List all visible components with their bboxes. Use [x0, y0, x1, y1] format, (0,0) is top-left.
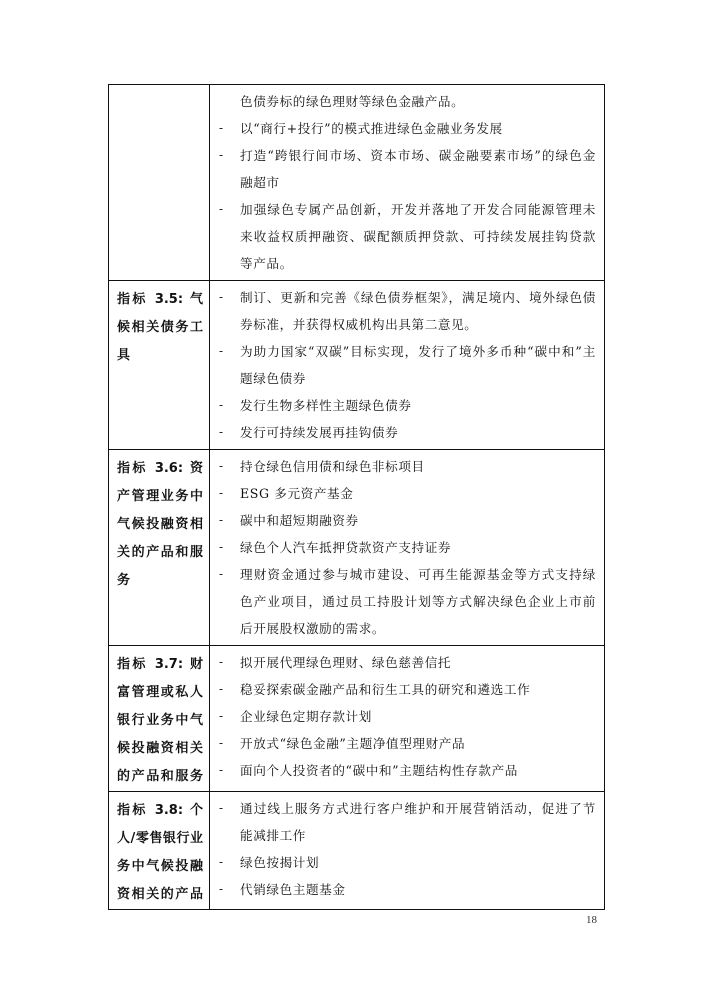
item-text: 以“商行+投行”的模式推进绿色金融业务发展	[240, 121, 503, 136]
list-item	[210, 676, 604, 703]
list-item	[210, 88, 604, 115]
bullet-dash: -	[219, 513, 224, 527]
item-text: 持仓绿色信用债和绿色非标项目	[240, 459, 425, 474]
list-item	[210, 561, 604, 642]
item-text: 面向个人投资者的“碳中和”主题结构性存款产品	[240, 763, 518, 778]
bullet-dash: -	[219, 736, 224, 750]
list-item	[210, 338, 604, 392]
bullet-dash: -	[219, 567, 224, 581]
item-text: 绿色个人汽车抵押贷款资产支持证券	[240, 540, 452, 555]
list-item	[210, 115, 604, 142]
indicator-table	[108, 84, 605, 910]
indicator-items	[210, 281, 605, 449]
list-item	[210, 284, 604, 338]
bullet-dash: -	[219, 882, 224, 896]
list-item	[210, 703, 604, 730]
list-item	[210, 795, 604, 849]
list-item	[210, 757, 604, 784]
bullet-dash: -	[219, 121, 224, 135]
bullet-dash: -	[219, 486, 224, 500]
list-item	[210, 876, 604, 903]
table-row	[109, 450, 605, 646]
bullet-dash: -	[219, 398, 224, 412]
indicator-items	[210, 85, 605, 280]
list-item	[210, 730, 604, 757]
indicator-label: 指标 3.8: 个人/零售银行业务中气候投融资相关的产品	[109, 792, 210, 909]
item-text: 代销绿色主题基金	[240, 882, 346, 897]
item-text: 打造“跨银行间市场、资本市场、碳金融要素市场”的绿色金融超市	[240, 148, 596, 190]
item-text: 开放式“绿色金融”主题净值型理财产品	[240, 736, 466, 751]
bullet-dash: -	[219, 148, 224, 162]
list-item	[210, 649, 604, 676]
bullet-dash: -	[219, 202, 224, 216]
bullet-dash: -	[219, 425, 224, 439]
indicator-items	[210, 792, 605, 909]
list-item	[210, 453, 604, 480]
bullet-dash: -	[219, 763, 224, 777]
table-row	[109, 646, 605, 792]
list-item	[210, 196, 604, 277]
list-item	[210, 849, 604, 876]
bullet-dash	[210, 88, 240, 115]
item-text: ESG 多元资产基金	[240, 486, 354, 501]
bullet-dash: -	[219, 344, 224, 358]
list-item	[210, 534, 604, 561]
bullet-dash: -	[219, 459, 224, 473]
item-text: 色债券标的绿色理财等绿色金融产品。	[240, 94, 465, 109]
item-text: 发行可持续发展再挂钩债券	[240, 425, 399, 440]
indicator-label: 指标 3.6: 资产管理业务中气候投融资相关的产品和服务	[109, 450, 210, 645]
table-row	[109, 85, 605, 281]
item-text: 稳妥探索碳金融产品和衍生工具的研究和遴选工作	[240, 682, 531, 697]
indicator-items	[210, 450, 605, 645]
list-item	[210, 480, 604, 507]
list-item	[210, 142, 604, 196]
item-text: 为助力国家“双碳”目标实现，发行了境外多币种“碳中和”主题绿色债券	[240, 344, 596, 386]
list-item	[210, 419, 604, 446]
bullet-dash: -	[219, 709, 224, 723]
item-text: 绿色按揭计划	[240, 855, 320, 870]
bullet-dash: -	[219, 290, 224, 304]
table-row	[109, 281, 605, 450]
table-row	[109, 792, 605, 910]
indicator-label: 指标 3.5: 气候相关债务工具	[109, 281, 210, 449]
bullet-dash: -	[219, 801, 224, 815]
item-text: 加强绿色专属产品创新，开发并落地了开发合同能源管理未来收益权质押融资、碳配额质押贷款、可持续发展挂钩贷款等产品。	[240, 202, 596, 271]
item-text: 碳中和超短期融资券	[240, 513, 359, 528]
indicator-label: 指标 3.7: 财富管理或私人银行业务中气候投融资相关的产品和服务	[109, 646, 210, 791]
indicator-label	[109, 85, 210, 280]
item-text: 通过线上服务方式进行客户维护和开展营销活动，促进了节能减排工作	[240, 801, 596, 843]
bullet-dash: -	[219, 655, 224, 669]
list-item	[210, 507, 604, 534]
item-text: 制订、更新和完善《绿色债券框架》，满足境内、境外绿色债券标准，并获得权威机构出具第二意见。	[240, 290, 596, 332]
item-text: 企业绿色定期存款计划	[240, 709, 372, 724]
indicator-items	[210, 646, 605, 791]
item-text: 发行生物多样性主题绿色债券	[240, 398, 412, 413]
bullet-dash: -	[219, 682, 224, 696]
item-text: 拟开展代理绿色理财、绿色慈善信托	[240, 655, 452, 670]
list-item	[210, 392, 604, 419]
bullet-dash: -	[219, 540, 224, 554]
bullet-dash: -	[219, 855, 224, 869]
page-number: 18	[586, 914, 597, 926]
item-text: 理财资金通过参与城市建设、可再生能源基金等方式支持绿色产业项目，通过员工持股计划等方式解决绿色企业上市前后开展股权激励的需求。	[240, 567, 596, 636]
